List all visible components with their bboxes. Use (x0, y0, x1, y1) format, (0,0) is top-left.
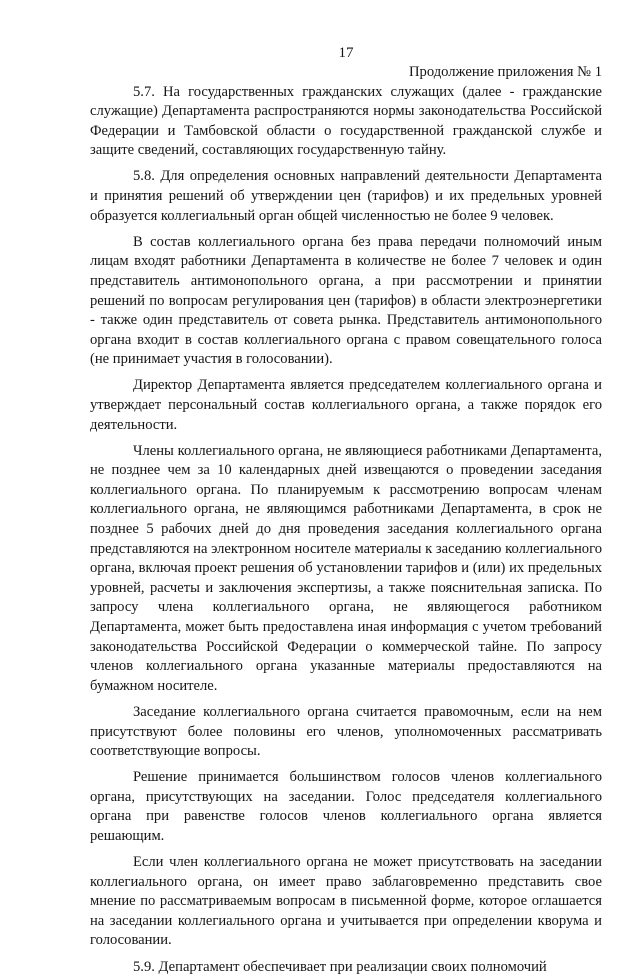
paragraph-body-chairman: Директор Департамента является председателем коллегиального органа и утверждает персональный состав коллегиального органа, а также порядок его деятельности. (90, 377, 602, 433)
paragraph-5-9: 5.9. Департамент обеспечивает при реализации своих полномочий (133, 958, 547, 975)
paragraph-5-7: 5.7. На государственных гражданских служащих (далее - гражданские служащие) Департамента распространяются нормы законодательства Российской Федерации и Тамбовской области о государственной гражданской службе и защите сведений, составляющих государственную тайну. (90, 83, 602, 159)
paragraph-5-8: 5.8. Для определения основных направлений деятельности Департамента и принятия решений об утверждении цен (тарифов) и их предельных уровней образуется коллегиальный орган общей численностью не более 9 человек. (90, 168, 602, 224)
paragraph-body-decision: Решение принимается большинством голосов членов коллегиального органа, присутствующих на заседании. Голос председателя коллегиального органа при равенстве голосов членов коллегиального органа является решающим. (90, 769, 602, 844)
appendix-continuation-note: Продолжение приложения № 1 (409, 64, 602, 80)
paragraph-body-composition: В состав коллегиального органа без права передачи полномочий иным лицам входят работники Департамента в количестве не более 7 человек и один представитель антимонопольного органа, а при рассмотрении и принятии решений по вопросам регулирования цен (тарифов) в области электроэнергетики - также один представитель от совета рынка. Представитель антимонопольного органа входит в состав коллегиального органа с правом совещательного голоса (не принимает участия в голосовании). (90, 233, 602, 368)
paragraph-body-quorum: Заседание коллегиального органа считается правомочным, если на нем присутствуют более половины его членов, уполномоченных рассматривать соответствующие вопросы. (90, 703, 602, 760)
paragraph-body-members-notice: Члены коллегиального органа, не являющиеся работниками Департамента, не позднее чем за 10 календарных дней извещаются о проведении заседания коллегиального органа. По планируемым к рассмотрению вопросам членам коллегиального органа, не являющимся работниками Департамента, в срок не позднее 5 рабочих дней до дня проведения заседания коллегиального органа представляются на электронном носителе материалы к заседанию коллегиального органа, включая проект решения об установлении тарифов и (или) их предельных уровней, расчеты и заключения экспертизы, а также пояснительная записка. По запросу члена коллегиального органа, не являющегося работником Департамента, может быть предоставлена иная информация с учетом требований законодательства Российской Федерации о коммерческой тайне. По запросу членов коллегиального органа указанные материалы предоставляются на бумажном носителе. (90, 442, 602, 694)
paragraph-body-absent-member: Если член коллегиального органа не может присутствовать на заседании коллегиального органа, он имеет право заблаговременно представить свое мнение по рассматриваемым вопросам в письменной форме, которое оглашается на заседании коллегиального органа и учитывается при определении кворума и голосовании. (90, 854, 602, 949)
page-number: 17 (338, 45, 354, 61)
